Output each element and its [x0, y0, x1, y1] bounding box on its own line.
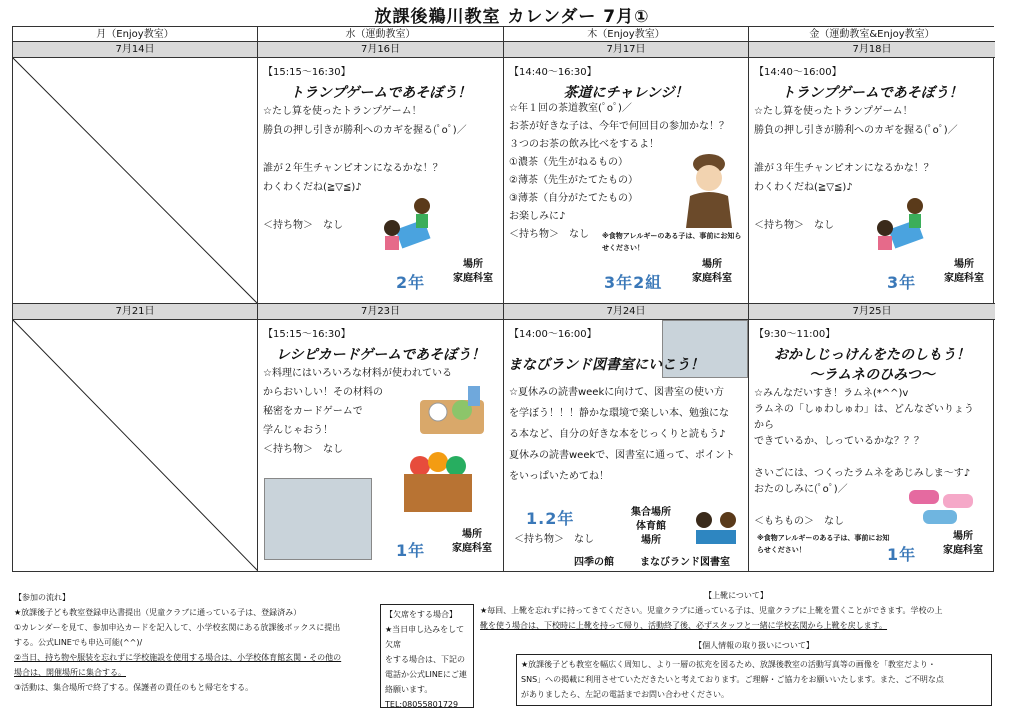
event-heading: 茶道にチャレンジ！ [563, 85, 689, 101]
flow-line: ①カレンダーを見て、参加申込カードを記入して、小学校玄関にある放課後ボックスに提出 [14, 623, 341, 632]
kids-reading-illustration [690, 510, 744, 548]
date-w1-wed: 7月16日 [258, 42, 504, 58]
absence-heading: 【欠席をする場合】 [385, 610, 457, 619]
gather-value: 体育館 [636, 521, 666, 532]
body-line: を学ぼう！！！静かな環境で楽しい本、勉強にな [509, 408, 729, 419]
body-line: ☆夏休みの読書weekに向けて、図書室の使い方 [509, 387, 725, 398]
flow-line: ②当日、持ち物や服装を忘れずに学校施設を使用する場合は、小学校体育館玄関・その他の [14, 653, 342, 662]
date-w2-wed: 7月23日 [258, 304, 504, 320]
date-w1-fri: 7月18日 [749, 42, 995, 58]
cell-w2-mon [13, 320, 258, 571]
body-line [263, 140, 497, 159]
cell-w1-fri [749, 58, 995, 304]
shoes-line: ★毎回、上靴を忘れずに持ってきてください。児童クラブに通っている子は、児童クラブに上靴を置くことができます。学校の上 [480, 606, 943, 615]
place-label: 場所 [641, 535, 661, 546]
grade-label: 2年 [396, 273, 426, 292]
shoes-heading: 【上靴について】 [704, 591, 768, 600]
body-line [754, 197, 989, 216]
event-time: 【15:15～16:30】 [263, 67, 351, 78]
cell-w1-thu [504, 58, 749, 304]
event-time: 【9:30～11:00】 [754, 329, 836, 340]
day-header-fri: 金（運動教室&Enjoy教室） [749, 27, 995, 42]
body-line: ３つのお茶の飲み比べをするよ！ [509, 139, 659, 150]
absence-box [380, 604, 474, 708]
place-left: 四季の館 [574, 557, 614, 568]
place-block [937, 258, 991, 286]
cell-w1-wed [258, 58, 504, 304]
body-line: をいっぱいためてね！ [509, 471, 609, 482]
grade-label: 3年2組 [604, 273, 663, 292]
card-game-photo [264, 478, 372, 560]
page-title: 放課後鵜川教室 カレンダー 7月① [374, 7, 650, 27]
bring-items: ＜持ち物＞ なし [514, 534, 594, 545]
absence-line: 電話か公式LINEにご連 [385, 670, 467, 679]
flow-line: する。公式LINEでも申込可能(^^)/ [14, 638, 143, 647]
body-line [754, 140, 989, 159]
body-line: ②薄茶（先生がたてたもの） [509, 175, 638, 186]
privacy-line: ★放課後子ども教室を幅広く周知し、より一層の拡充を図るため、放課後教室の活動写真等の画像を「教室だより・ [521, 660, 936, 669]
event-body [754, 102, 989, 235]
cell-w2-thu [504, 320, 749, 571]
cell-w1-mon [13, 58, 258, 304]
tea-master-illustration [680, 152, 738, 228]
date-w1-mon: 7月14日 [13, 42, 258, 58]
body-line: ＜持ち物＞ なし [509, 229, 589, 240]
place-block [446, 258, 500, 286]
body-line: 誰が２年生チャンピオンになるかな！？ [263, 163, 443, 174]
body-line: 学んじゃおう！ [263, 425, 333, 436]
event-heading: まなびランド図書室にいこう！ [508, 357, 704, 373]
grade-label: 1.2年 [526, 509, 575, 528]
day-header-thu: 木（Enjoy教室） [504, 27, 749, 42]
place-value: 家庭科室 [944, 273, 984, 284]
body-line: 勝負の押し引きが勝利へのカギを握る(ﾟoﾟ)／ [754, 125, 958, 136]
allergy-note: ※食物アレルギーのある子は、事前にお知らせください！ [757, 534, 890, 554]
flow-line: ★放課後子ども教室登録申込書提出（児童クラブに通っている子は、登録済み） [14, 608, 302, 617]
vegetable-box-illustration [398, 448, 478, 514]
body-line: ＜持ち物＞ なし [754, 220, 834, 231]
phone-number: TEL:08055801729 [385, 700, 459, 709]
body-line: ＜持ち物＞ なし [263, 444, 343, 455]
privacy-line: がありましたら、左記の電話までお問い合わせください。 [521, 690, 729, 699]
place-block [444, 528, 500, 556]
day-header-mon: 月（Enjoy教室） [13, 27, 258, 42]
candy-illustration [899, 486, 979, 530]
grade-label: 3年 [887, 273, 917, 292]
body-line: お茶が好きな子は、今年で何回目の参加かな！？ [509, 121, 729, 132]
body-line: わくわくだね(≧▽≦)♪ [263, 182, 362, 193]
shoes-line: 靴を使う場合は、下校時に上靴を持って帰り、活動終了後、必ずスタッフと一緒に学校玄関から上靴を戻します。 [480, 621, 888, 630]
grade-label: 1年 [887, 545, 917, 564]
place-label: 場所 [462, 529, 482, 540]
body-line: ③薄茶（自分がたてたもの） [509, 193, 638, 204]
place-block [684, 258, 740, 286]
event-heading: トランプゲームであそぼう！ [781, 85, 963, 101]
body-line: ＜もちもの＞ なし [754, 516, 844, 527]
body-line: できているか、しっているかな？？？ [754, 436, 924, 447]
event-subheading: ～ラムネのひみつ～ [809, 367, 935, 383]
day-header-wed: 水（運動教室） [258, 27, 504, 42]
date-w2-mon: 7月21日 [13, 304, 258, 320]
kids-playing-cards-illustration [873, 194, 933, 258]
place-value: 家庭科室 [452, 543, 492, 554]
body-line: ＜持ち物＞ なし [263, 220, 343, 231]
gather-label: 集合場所 [631, 507, 671, 518]
event-time: 【14:40～16:30】 [509, 67, 597, 78]
body-line: る本など、自分の好きな本をじっくりと読もう♪ [509, 429, 726, 440]
flow-line: ③活動は、集合場所で終了する。保護者の責任のもと帰宅をする。 [14, 683, 254, 692]
body-line: 勝負の押し引きが勝利へのカギを握る(ﾟoﾟ)／ [263, 125, 467, 136]
event-time: 【14:40～16:00】 [754, 67, 842, 78]
place-value: 家庭科室 [943, 545, 983, 556]
place-value: 家庭科室 [453, 273, 493, 284]
absence-line: ★当日申し込みをして欠席 [385, 625, 465, 649]
grade-label: 1年 [396, 541, 426, 560]
event-heading: トランプゲームであそぼう！ [289, 85, 472, 101]
body-line: ①濃茶（先生がねるもの） [509, 157, 628, 168]
event-time: 【15:15～16:30】 [263, 329, 351, 340]
body-line: おたのしみに(ﾟoﾟ)／ [754, 484, 848, 495]
body-line: からおいしい！その材料の [263, 387, 383, 398]
event-heading: レシピカードゲームであそぼう！ [275, 347, 486, 363]
body-line: 誰が３年生チャンピオンになるかな！？ [754, 163, 934, 174]
no-class-slash [13, 320, 258, 571]
body-line: ☆料理にはいろいろな材料が使われている [263, 368, 452, 379]
event-body [509, 382, 742, 487]
event-time: 【14:00～16:00】 [509, 329, 597, 340]
flow-line: 場合は、開催場所に集合する。 [14, 668, 126, 677]
body-line: ☆たし算を使ったトランプゲーム！ [754, 106, 913, 117]
body-line: さいごには、つくったラムネをあじみしま～す♪ [754, 468, 971, 479]
body-line: ☆たし算を使ったトランプゲーム！ [263, 106, 422, 117]
place-label: 場所 [954, 259, 974, 270]
place-label: 場所 [463, 259, 483, 270]
privacy-heading: 【個人情報の取り扱いについて】 [694, 641, 814, 650]
participation-flow [14, 590, 376, 695]
place-label: 場所 [953, 531, 973, 542]
date-w1-thu: 7月17日 [504, 42, 749, 58]
calendar-grid [12, 26, 994, 572]
body-line [754, 450, 989, 466]
meal-illustration [418, 386, 488, 436]
body-line: ☆みんなだいすき！ラムネ(*^^)v [754, 388, 909, 399]
cell-w2-fri [749, 320, 995, 571]
body-line: 秘密をカードゲームで [263, 406, 363, 417]
privacy-box [516, 654, 992, 706]
place-block [935, 530, 991, 558]
kids-playing-cards-illustration [380, 194, 440, 258]
place-value: まなびランド図書室 [640, 557, 730, 568]
body-line: お楽しみに♪ [509, 211, 566, 222]
date-w2-fri: 7月25日 [749, 304, 995, 320]
privacy-line: SNS」への掲載に利用させていただきたいと考えております。ご理解・ご協力をお願いいたします。また、ご不明な点 [521, 675, 944, 684]
body-line: 夏休みの読書weekで、図書室に通って、ポイント [509, 450, 735, 461]
body-line: ☆年１回の茶道教室(ﾟoﾟ)／ [509, 103, 632, 114]
date-w2-thu: 7月24日 [504, 304, 749, 320]
event-heading: おかしじっけんをたのしもう！ [774, 347, 970, 363]
body-line: ラムネの「しゅわしゅわ」は、どんなざいりょう [754, 404, 974, 415]
body-line: わくわくだね(≧▽≦)♪ [754, 182, 853, 193]
absence-line: 絡願います。 [385, 685, 433, 694]
allergy-note: ※食物アレルギーのある子は、事前にお知らせください！ [602, 232, 742, 252]
place-label: 場所 [702, 259, 722, 270]
cell-w2-wed [258, 320, 504, 571]
place-value: 家庭科室 [692, 273, 732, 284]
no-class-slash [13, 58, 258, 304]
absence-line: をする場合は、下記の [385, 655, 465, 664]
flow-heading: 【参加の流れ】 [14, 593, 70, 602]
gather-block [616, 506, 686, 548]
shoes-info [480, 588, 992, 633]
body-line: から [754, 420, 774, 431]
